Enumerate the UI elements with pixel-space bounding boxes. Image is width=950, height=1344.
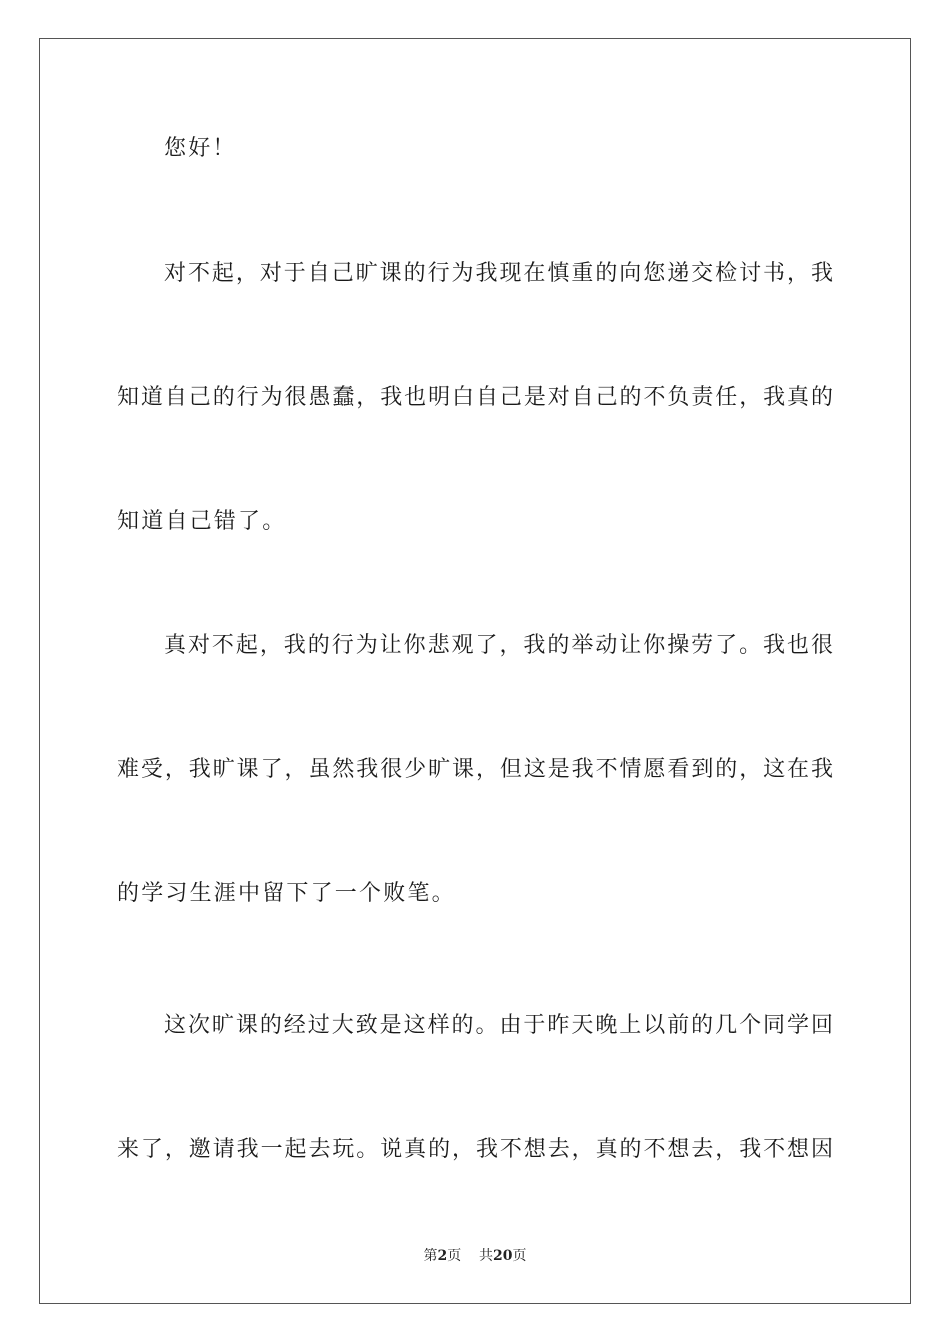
paragraph-line: 的学习生涯中留下了一个败笔。 [117, 881, 456, 906]
footer-page-prefix: 第 [423, 1248, 438, 1264]
paragraph-line: 对不起，对于自己旷课的行为我现在慎重的向您递交检讨书，我 [164, 261, 833, 286]
page-footer [0, 1246, 950, 1266]
paragraph-line: 来了，邀请我一起去玩。说真的，我不想去，真的不想去，我不想因 [117, 1137, 833, 1162]
footer-total-pages: 20 [493, 1248, 513, 1264]
footer-page-number: 2 [437, 1248, 448, 1264]
footer-total-suffix: 页 [512, 1248, 527, 1264]
footer-page-suffix: 页 [447, 1248, 462, 1264]
paragraph-line: 难受，我旷课了，虽然我很少旷课，但这是我不情愿看到的，这在我 [117, 757, 833, 782]
paragraph-line: 知道自己错了。 [117, 509, 287, 534]
paragraph-line: 这次旷课的经过大致是这样的。由于昨天晚上以前的几个同学回 [164, 1013, 833, 1038]
page-border [39, 38, 911, 1304]
greeting: 您好！ [164, 136, 237, 161]
footer-total-prefix: 共 [479, 1248, 494, 1264]
paragraph-line: 真对不起，我的行为让你悲观了，我的举动让你操劳了。我也很 [164, 633, 833, 658]
paragraph-line: 知道自己的行为很愚蠢，我也明白自己是对自己的不负责任，我真的 [117, 385, 833, 410]
